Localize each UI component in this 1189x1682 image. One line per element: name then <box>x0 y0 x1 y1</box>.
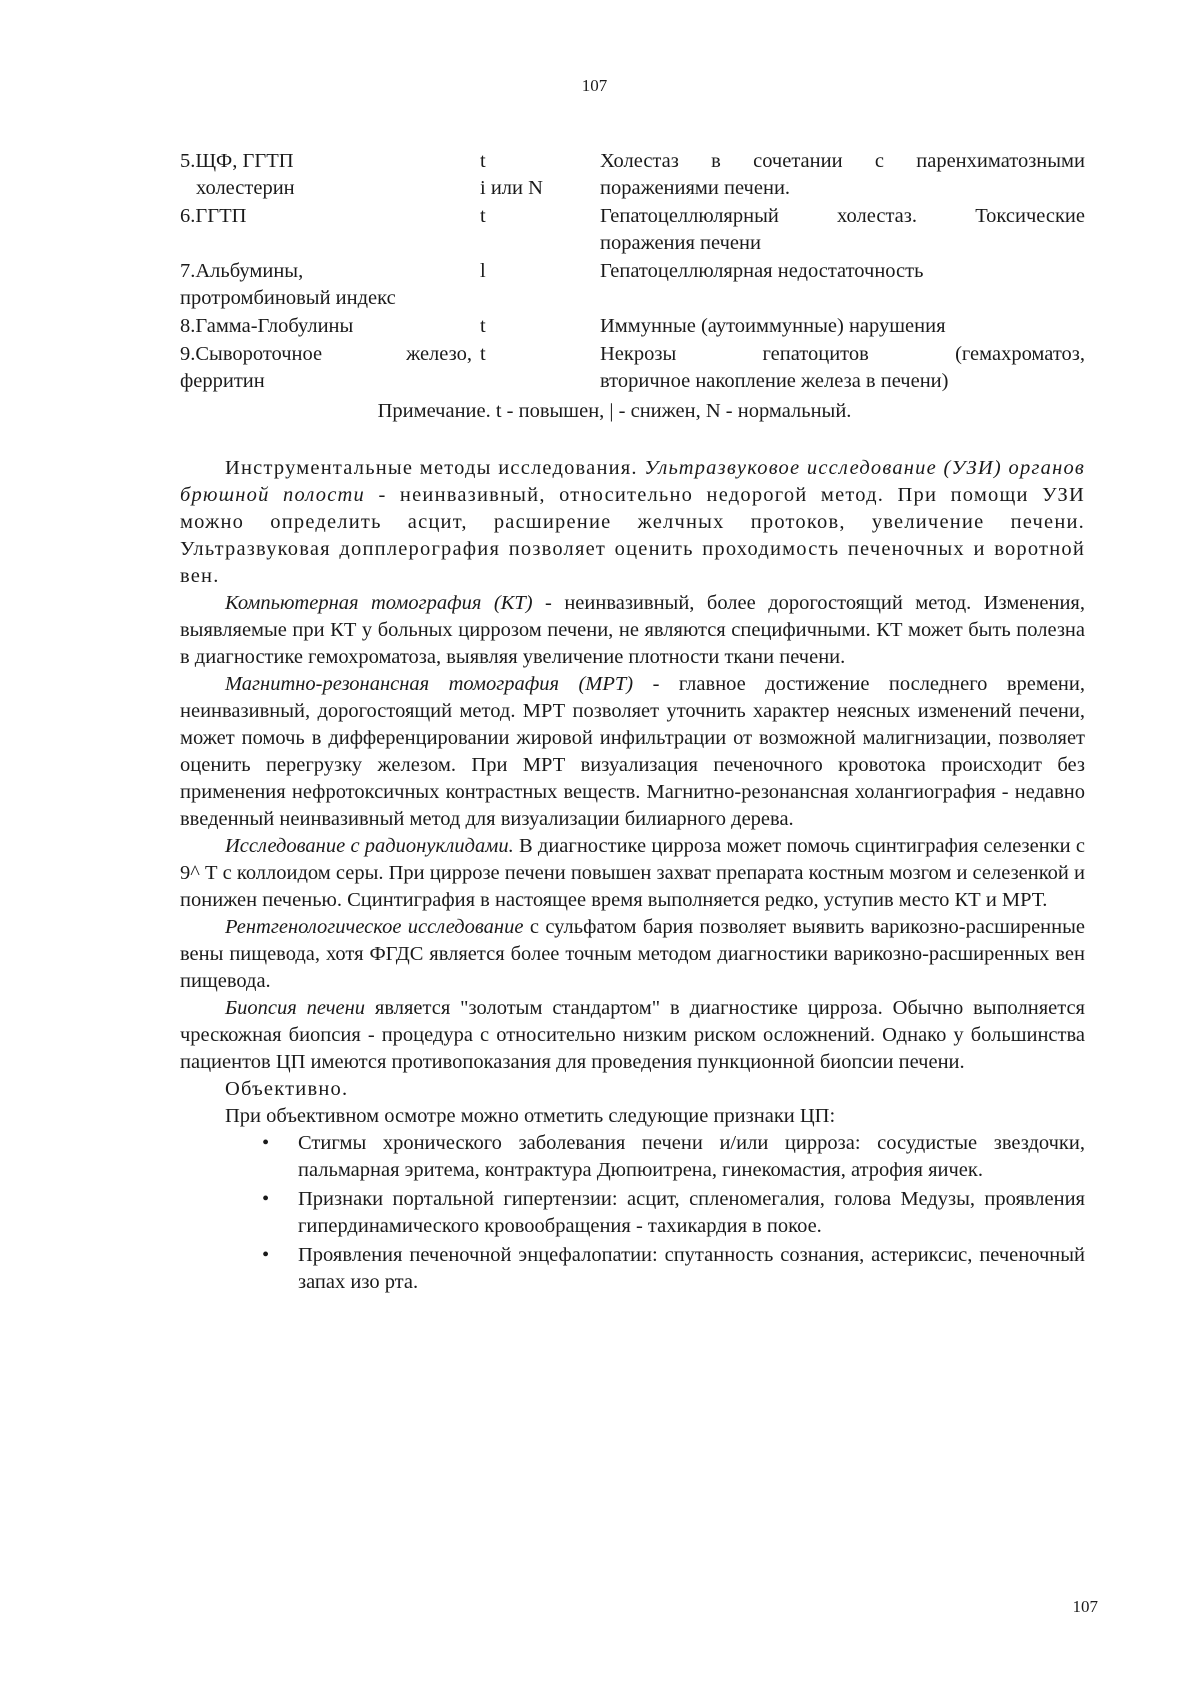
list-item-text: Стигмы хронического заболевания печени и/или цирроза: сосудистые звездочки, пальмарная эритема, контрактура Дюпюитрена, гинекомастия, атрофия яичек. <box>298 1132 1085 1181</box>
table-cell: l <box>480 260 486 282</box>
list-item <box>180 1130 1085 1184</box>
list-item <box>180 1242 1085 1296</box>
list-item-text: Проявления печеночной энцефалопатии: спутанность сознания, астериксис, печеночный запах изо рта. <box>298 1244 1085 1293</box>
table-cell: Гепатоцеллюлярный холестаз. Токсические <box>600 205 1085 227</box>
table-cell: t <box>480 315 486 337</box>
paragraph-text: - неинвазивный, относительно недорогой метод. При помощи УЗИ можно определить асцит, расширение желчных протоков, увеличение печени. Ультразвуковая допплерография позволяет оценить проходимость печеночных и воротной вен. <box>180 484 1085 587</box>
table-cell: поражениями печени. <box>600 177 791 199</box>
paragraph-ct <box>180 590 1085 671</box>
paragraph-text: является "золотым стандартом" в диагностике цирроза. Обычно выполняется чрескожная биопсия - процедура с относительно низким риском осложнений. Однако у большинства пациентов ЦП имеются противопоказания для проведения пункционной биопсии печени. <box>180 997 1085 1073</box>
table-cell: t <box>480 343 486 365</box>
table-cell: 6.ГГТП <box>180 205 247 227</box>
lab-table <box>180 148 1085 396</box>
table-cell: 7.Альбумины, <box>180 260 304 282</box>
paragraph-biopsy <box>180 995 1085 1076</box>
table-cell: i или N <box>480 177 543 199</box>
table-cell: поражения печени <box>600 232 761 254</box>
table-row <box>180 313 1085 341</box>
table-row <box>180 341 1085 396</box>
table-cell: вторичное накопление железа в печени) <box>600 370 949 392</box>
paragraph-radionuclide <box>180 833 1085 914</box>
term-italic: Биопсия печени <box>225 997 366 1019</box>
bullet-icon: • <box>262 1188 270 1210</box>
term-italic: Ультразвуковое исследование (УЗИ) органов брюшной полости <box>180 457 1085 506</box>
table-cell: Холестаз в сочетании с паренхиматозными <box>600 150 1085 172</box>
objective-heading: Объективно. <box>225 1078 349 1100</box>
list-item <box>180 1186 1085 1240</box>
term-italic: Компьютерная томография (КТ) <box>225 592 533 614</box>
page-number-bottom: 107 <box>1072 1597 1098 1616</box>
table-cell: Иммунные (аутоиммунные) нарушения <box>600 315 946 337</box>
table-cell: холестерин <box>196 177 295 199</box>
table-row <box>180 203 1085 258</box>
bullet-icon: • <box>262 1244 270 1266</box>
paragraph-text: с сульфатом бария позволяет выявить варикозно-расширенные вены пищевода, хотя ФГДС является более точным методом диагностики варикозно-расширенных вен пищевода. <box>180 916 1085 992</box>
table-cell: протромбиновый индекс <box>180 287 396 309</box>
paragraph-mri <box>180 671 1085 833</box>
table-cell: ферритин <box>180 370 265 392</box>
table-cell: 8.Гамма-Глобулины <box>180 315 354 337</box>
table-row <box>180 258 1085 313</box>
table-cell: 5.ЩФ, ГГТП <box>180 150 294 172</box>
paragraph-text: - главное достижение последнего времени, неинвазивный, дорогостоящий метод. МРТ позволяет уточнить характер неясных изменений печени, может помочь в дифференцировании жировой инфильтрации от возможной малигнизации, позволяет оценить перегрузку железом. При МРТ визуализация печеночного кровотока происходит без применения нефротоксичных контрастных веществ. Магнитно-резонансная холангиография - недавно введенный неинвазивный метод для визуализации билиарного дерева. <box>180 673 1085 830</box>
paragraph-text: В диагностике цирроза может помочь сцинтиграфия селезенки с 9^ Т с коллоидом серы. При циррозе печени повышен захват препарата костным мозгом и селезенкой и понижен печенью. Сцинтиграфия в настоящее время выполняется редко, уступив место КТ и МРТ. <box>180 835 1085 911</box>
table-note: Примечание. t - повышен, | - снижен, N - нормальный. <box>377 400 852 422</box>
exam-intro: При объективном осмотре можно отметить следующие признаки ЦП: <box>225 1105 836 1127</box>
paragraph-xray <box>180 914 1085 995</box>
table-cell: 9.Сывороточное железо, <box>180 343 472 365</box>
term-italic: Исследование с радионуклидами. <box>225 835 514 857</box>
table-cell: t <box>480 150 486 172</box>
section-lead: Инструментальные методы исследования. <box>225 457 638 479</box>
paragraph-text: - неинвазивный, более дорогостоящий метод. Изменения, выявляемые при КТ у больных циррозом печени, не являются специфичными. КТ может быть полезна в диагностике гемохроматоза, выявляя увеличение плотности ткани печени. <box>180 592 1085 668</box>
term-italic: Магнитно-резонансная томография (МРТ) <box>225 673 634 695</box>
table-row <box>180 148 1085 203</box>
list-item-text: Признаки портальной гипертензии: асцит, спленомегалия, голова Медузы, проявления гипердинамического кровообращения - тахикардия в покое. <box>298 1188 1085 1237</box>
page-number-top: 107 <box>581 76 608 95</box>
table-cell: t <box>480 205 486 227</box>
table-cell: Гепатоцеллюлярная недостаточность <box>600 260 924 282</box>
table-cell: Некрозы гепатоцитов (гемахроматоз, <box>600 343 1085 365</box>
bullet-icon: • <box>262 1132 270 1154</box>
signs-list <box>180 1130 1085 1296</box>
main-text <box>180 455 1085 1298</box>
term-italic: Рентгенологическое исследование <box>225 916 524 938</box>
paragraph-instrumental <box>180 455 1085 590</box>
